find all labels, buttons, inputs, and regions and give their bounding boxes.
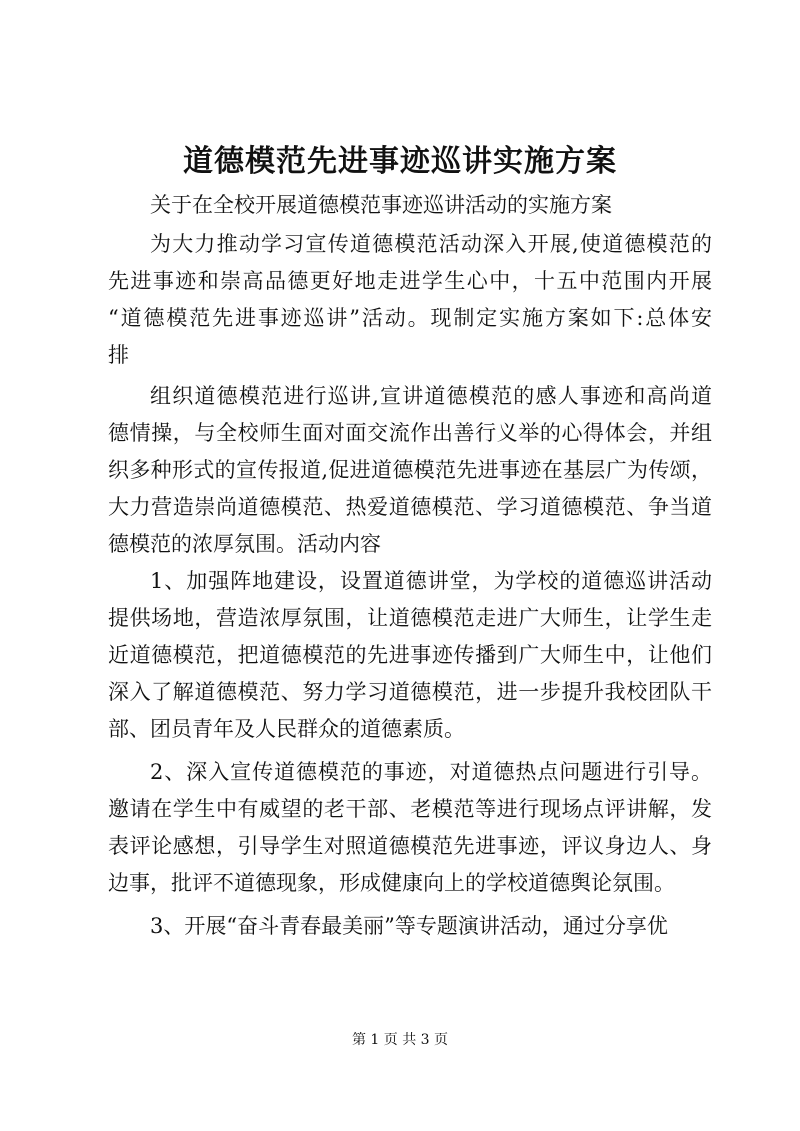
text-line: 为大力推动学习宣传道德模范活动深入开展,使道德模范的 <box>150 232 712 256</box>
text-line: 1、加强阵地建设，设置道德讲堂，为学校的道德巡讲活动 <box>150 569 712 593</box>
document-title: 道德模范先进事迹巡讲实施方案 <box>183 144 617 179</box>
document-body <box>108 226 712 945</box>
text-line: 近道德模范，把道德模范的先进事迹传播到广大师生中，让他们 <box>108 643 712 667</box>
paragraph-arrangement <box>108 378 712 563</box>
text-line: 邀请在学生中有威望的老干部、老模范等进行现场点评讲解，发 <box>108 797 712 821</box>
text-line: “道德模范先进事迹巡讲”活动。现制定实施方案如下:总体安 <box>108 306 712 330</box>
text-line: 组织道德模范进行巡讲,宣讲道德模范的感人事迹和高尚道 <box>150 384 712 408</box>
text-line: 表评论感想，引导学生对照道德模范先进事迹，评议身边人、身 <box>108 834 712 858</box>
paragraph-item-1 <box>108 563 712 748</box>
paragraph-item-2 <box>108 754 712 902</box>
text-line: 提供场地，营造浓厚氛围，让道德模范走进广大师生，让学生走 <box>108 606 712 630</box>
text-line: 德情操，与全校师生面对面交流作出善行义举的心得体会，并组 <box>108 421 712 445</box>
page-number-footer: 第 1 页 共 3 页 <box>351 1032 449 1048</box>
text-line: 边事，批评不道德现象，形成健康向上的学校道德舆论氛围。 <box>108 871 675 895</box>
text-line: 大力营造崇尚道德模范、热爱道德模范、学习道德模范、争当道 <box>108 495 712 519</box>
text-line: 深入了解道德模范、努力学习道德模范，进一步提升我校团队干 <box>108 680 712 704</box>
text-line: 3、开展“奋斗青春最美丽”等专题演讲活动，通过分享优 <box>150 914 668 938</box>
text-line: 织多种形式的宣传报道,促进道德模范先进事迹在基层广为传颂， <box>108 458 712 482</box>
document-subtitle: 关于在全校开展道德模范事迹巡讲活动的实施方案 <box>150 193 612 217</box>
paragraph-item-3 <box>108 908 712 945</box>
text-line: 先进事迹和崇高品德更好地走进学生心中，十五中范围内开展 <box>108 269 712 293</box>
paragraph-intro <box>108 226 712 374</box>
text-line: 2、深入宣传道德模范的事迹，对道德热点问题进行引导。 <box>150 760 712 784</box>
text-line: 部、团员青年及人民群众的道德素质。 <box>108 717 465 741</box>
text-line: 排 <box>108 343 129 367</box>
text-line: 德模范的浓厚氛围。活动内容 <box>108 532 381 556</box>
